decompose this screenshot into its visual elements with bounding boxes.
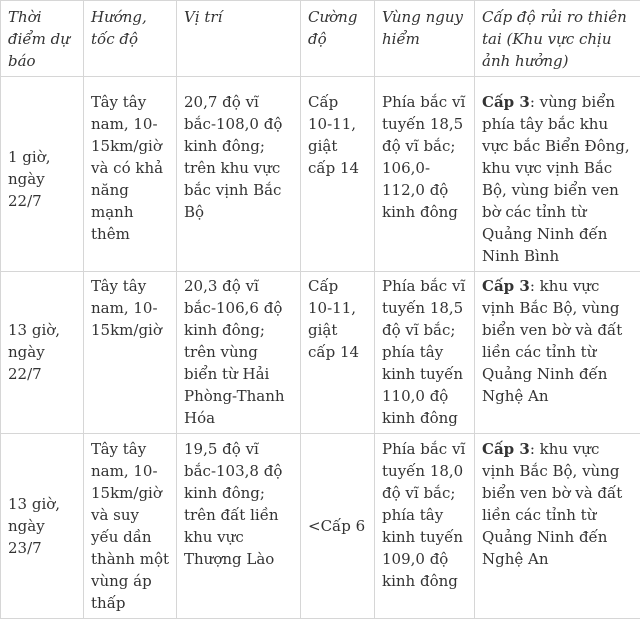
header-forecast-time: Thời điểm dự báo — [1, 1, 84, 77]
cell-intensity: Cấp 10-11, giật cấp 14 — [301, 77, 375, 272]
table-row — [1, 434, 640, 619]
position-coordinates: 19,5 độ vĩ bắc-103,8 độ kinh đông; — [184, 438, 293, 504]
cell-forecast-time: 13 giờ, ngày 23/7 — [1, 434, 84, 619]
cell-position — [177, 434, 301, 619]
table-row — [1, 77, 640, 272]
header-position: Vị trí — [177, 1, 301, 77]
position-area: trên đất liền khu vực Thượng Lào — [184, 504, 293, 570]
header-risk-level: Cấp độ rủi ro thiên tai (Khu vực chịu ảnh hưởng) — [475, 1, 640, 77]
position-coordinates: 20,7 độ vĩ bắc-108,0 độ kinh đông; — [184, 91, 293, 157]
table-row — [1, 272, 640, 434]
position-area: trên khu vực bắc vịnh Bắc Bộ — [184, 157, 293, 223]
cell-danger-zone: Phía bắc vĩ tuyến 18,0 độ vĩ bắc; phía tây kinh tuyến 109,0 độ kinh đông — [375, 434, 475, 619]
header-direction-speed: Hướng, tốc độ — [84, 1, 177, 77]
risk-level-label: Cấp 3 — [482, 440, 530, 458]
cell-direction-speed: Tây tây nam, 10-15km/giờ và suy yếu dần thành một vùng áp thấp — [84, 434, 177, 619]
header-intensity: Cường độ — [301, 1, 375, 77]
cell-risk-level — [475, 434, 640, 619]
header-danger-zone: Vùng nguy hiểm — [375, 1, 475, 77]
risk-area-text: : vùng biển phía tây bắc khu vực bắc Biển Đông, khu vực vịnh Bắc Bộ, vùng biển ven bờ các tỉnh từ Quảng Ninh đến Ninh Bình — [482, 93, 630, 265]
table-header-row — [1, 1, 640, 77]
position-area: trên vùng biển từ Hải Phòng-Thanh Hóa — [184, 341, 293, 429]
cell-direction-speed: Tây tây nam, 10-15km/giờ — [84, 272, 177, 434]
cell-danger-zone: Phía bắc vĩ tuyến 18,5 độ vĩ bắc; 106,0-112,0 độ kinh đông — [375, 77, 475, 272]
cell-intensity: <Cấp 6 — [301, 434, 375, 619]
risk-level-label: Cấp 3 — [482, 277, 530, 295]
risk-level-label: Cấp 3 — [482, 93, 530, 111]
cell-risk-level — [475, 77, 640, 272]
cell-intensity: Cấp 10-11, giật cấp 14 — [301, 272, 375, 434]
cell-risk-level — [475, 272, 640, 434]
position-coordinates: 20,3 độ vĩ bắc-106,6 độ kinh đông; — [184, 275, 293, 341]
risk-area-text: : khu vực vịnh Bắc Bộ, vùng biển ven bờ và đất liền các tỉnh từ Quảng Ninh đến Nghệ An — [482, 277, 622, 405]
cell-position — [177, 272, 301, 434]
risk-area-text: : khu vực vịnh Bắc Bộ, vùng biển ven bờ và đất liền các tỉnh từ Quảng Ninh đến Nghệ An — [482, 440, 622, 568]
cell-forecast-time: 13 giờ, ngày 22/7 — [1, 272, 84, 434]
cell-forecast-time: 1 giờ, ngày 22/7 — [1, 77, 84, 272]
cell-position — [177, 77, 301, 272]
cell-direction-speed: Tây tây nam, 10-15km/giờ và có khả năng mạnh thêm — [84, 77, 177, 272]
cell-danger-zone: Phía bắc vĩ tuyến 18,5 độ vĩ bắc; phía tây kinh tuyến 110,0 độ kinh đông — [375, 272, 475, 434]
